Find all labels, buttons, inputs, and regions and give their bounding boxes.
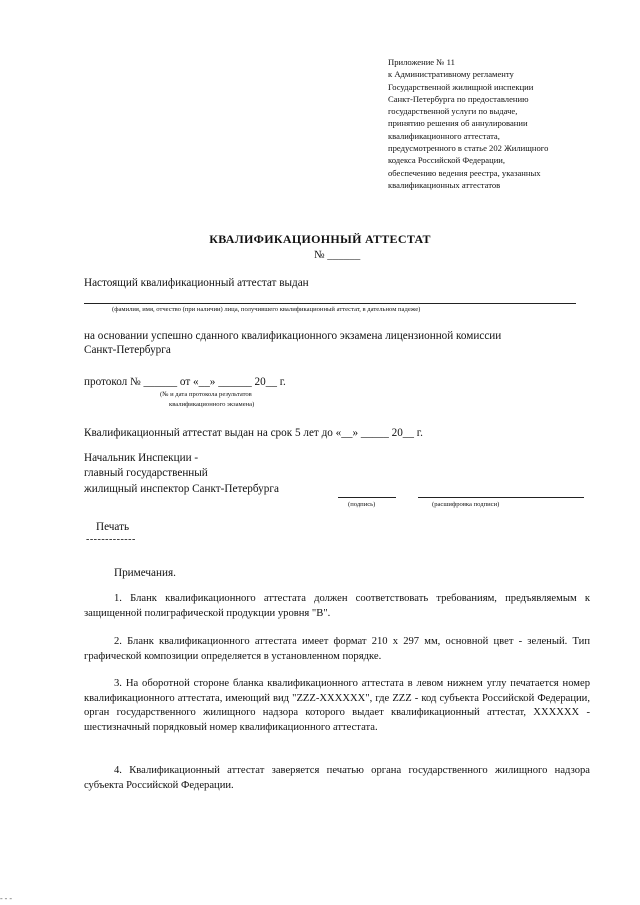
basis-line-1: на основании успешно сданного квалификационного экзамена лицензионной комиссии xyxy=(84,330,502,342)
appendix-line: Санкт-Петербурга по предоставлению xyxy=(388,93,529,104)
stamp-label: Печать xyxy=(96,521,130,533)
footer-dashes: - - - xyxy=(0,894,12,903)
note-1-text: 1. Бланк квалификационного аттестата должен соответствовать требованиям, предъявляемым к защищенной полиграфической продукции уровня "В". xyxy=(84,593,590,619)
signature-hint: (подпись) xyxy=(348,501,376,508)
term-line: Квалификационный аттестат выдан на срок 5 лет до «__» _____ 20__ г. xyxy=(84,427,423,439)
protocol-line: протокол № ______ от «__» ______ 20__ г. xyxy=(84,376,286,388)
note-2-text: 2. Бланк квалификационного аттестата имеет формат 210 x 297 мм, основной цвет - зеленый. Тип графической композиции определяется в установленном порядке. xyxy=(84,636,590,662)
appendix-line: предусмотренного в статье 202 Жилищного xyxy=(388,143,549,154)
appendix-block xyxy=(388,56,618,191)
decode-underline xyxy=(418,497,584,498)
note-4-text: 4. Квалификационный аттестат заверяется печатью органа государственного жилищного надзора субъекта Российской Федерации. xyxy=(84,765,590,791)
decode-hint: (расшифровка подписи) xyxy=(432,501,500,508)
note-3 xyxy=(84,677,590,735)
issued-to-text: Настоящий квалификационный аттестат выдан xyxy=(84,277,309,289)
protocol-hint-1: (№ и дата протокола результатов xyxy=(160,391,252,398)
appendix-line: обеспечению ведения реестра, указанных xyxy=(388,167,541,178)
note-1 xyxy=(84,592,590,621)
head-line-1: Начальник Инспекции - xyxy=(84,452,199,464)
head-line-3: жилищный инспектор Санкт-Петербурга xyxy=(84,483,279,495)
appendix-line: Государственной жилищной инспекции xyxy=(388,81,534,92)
appendix-line: Приложение № 11 xyxy=(388,57,455,67)
certificate-number: № ______ xyxy=(314,249,361,261)
fio-underline xyxy=(84,303,576,304)
appendix-line: принятию решения об аннулировании xyxy=(388,118,528,129)
appendix-line: квалификационного аттестата, xyxy=(388,130,500,141)
document-title: КВАЛИФИКАЦИОННЫЙ АТТЕСТАТ xyxy=(209,232,431,246)
protocol-hint-2: квалификационного экзамена) xyxy=(169,401,255,408)
basis-line-2: Санкт-Петербурга xyxy=(84,344,171,356)
signature-underline xyxy=(338,497,396,498)
appendix-line: к Административному регламенту xyxy=(388,69,514,80)
appendix-line: государственной услуги по выдаче, xyxy=(388,106,518,117)
head-line-2: главный государственный xyxy=(84,467,208,479)
note-2 xyxy=(84,635,590,664)
fio-hint: (фамилия, имя, отчество (при наличии) лица, получившего квалификационный аттестат, в дательном падеже) xyxy=(112,306,421,313)
note-3-text: 3. На оборотной стороне бланка квалификационного аттестата в левом нижнем углу печатается номер квалификационного аттестата, имеющий вид "ZZZ-XXXXXX", где ZZZ - код субъекта Российской Федерации, орган государственного жилищного надзора которого выдает квалификационный аттестат, XXXXXX - шестизначный порядковый номер квалификационного аттестата. xyxy=(84,678,590,733)
notes-title: Примечания. xyxy=(114,567,176,579)
appendix-line: кодекса Российской Федерации, xyxy=(388,155,506,166)
appendix-line: квалификационных аттестатов xyxy=(388,179,501,190)
stamp-dashes: ------------- xyxy=(86,534,136,545)
note-4 xyxy=(84,764,590,793)
